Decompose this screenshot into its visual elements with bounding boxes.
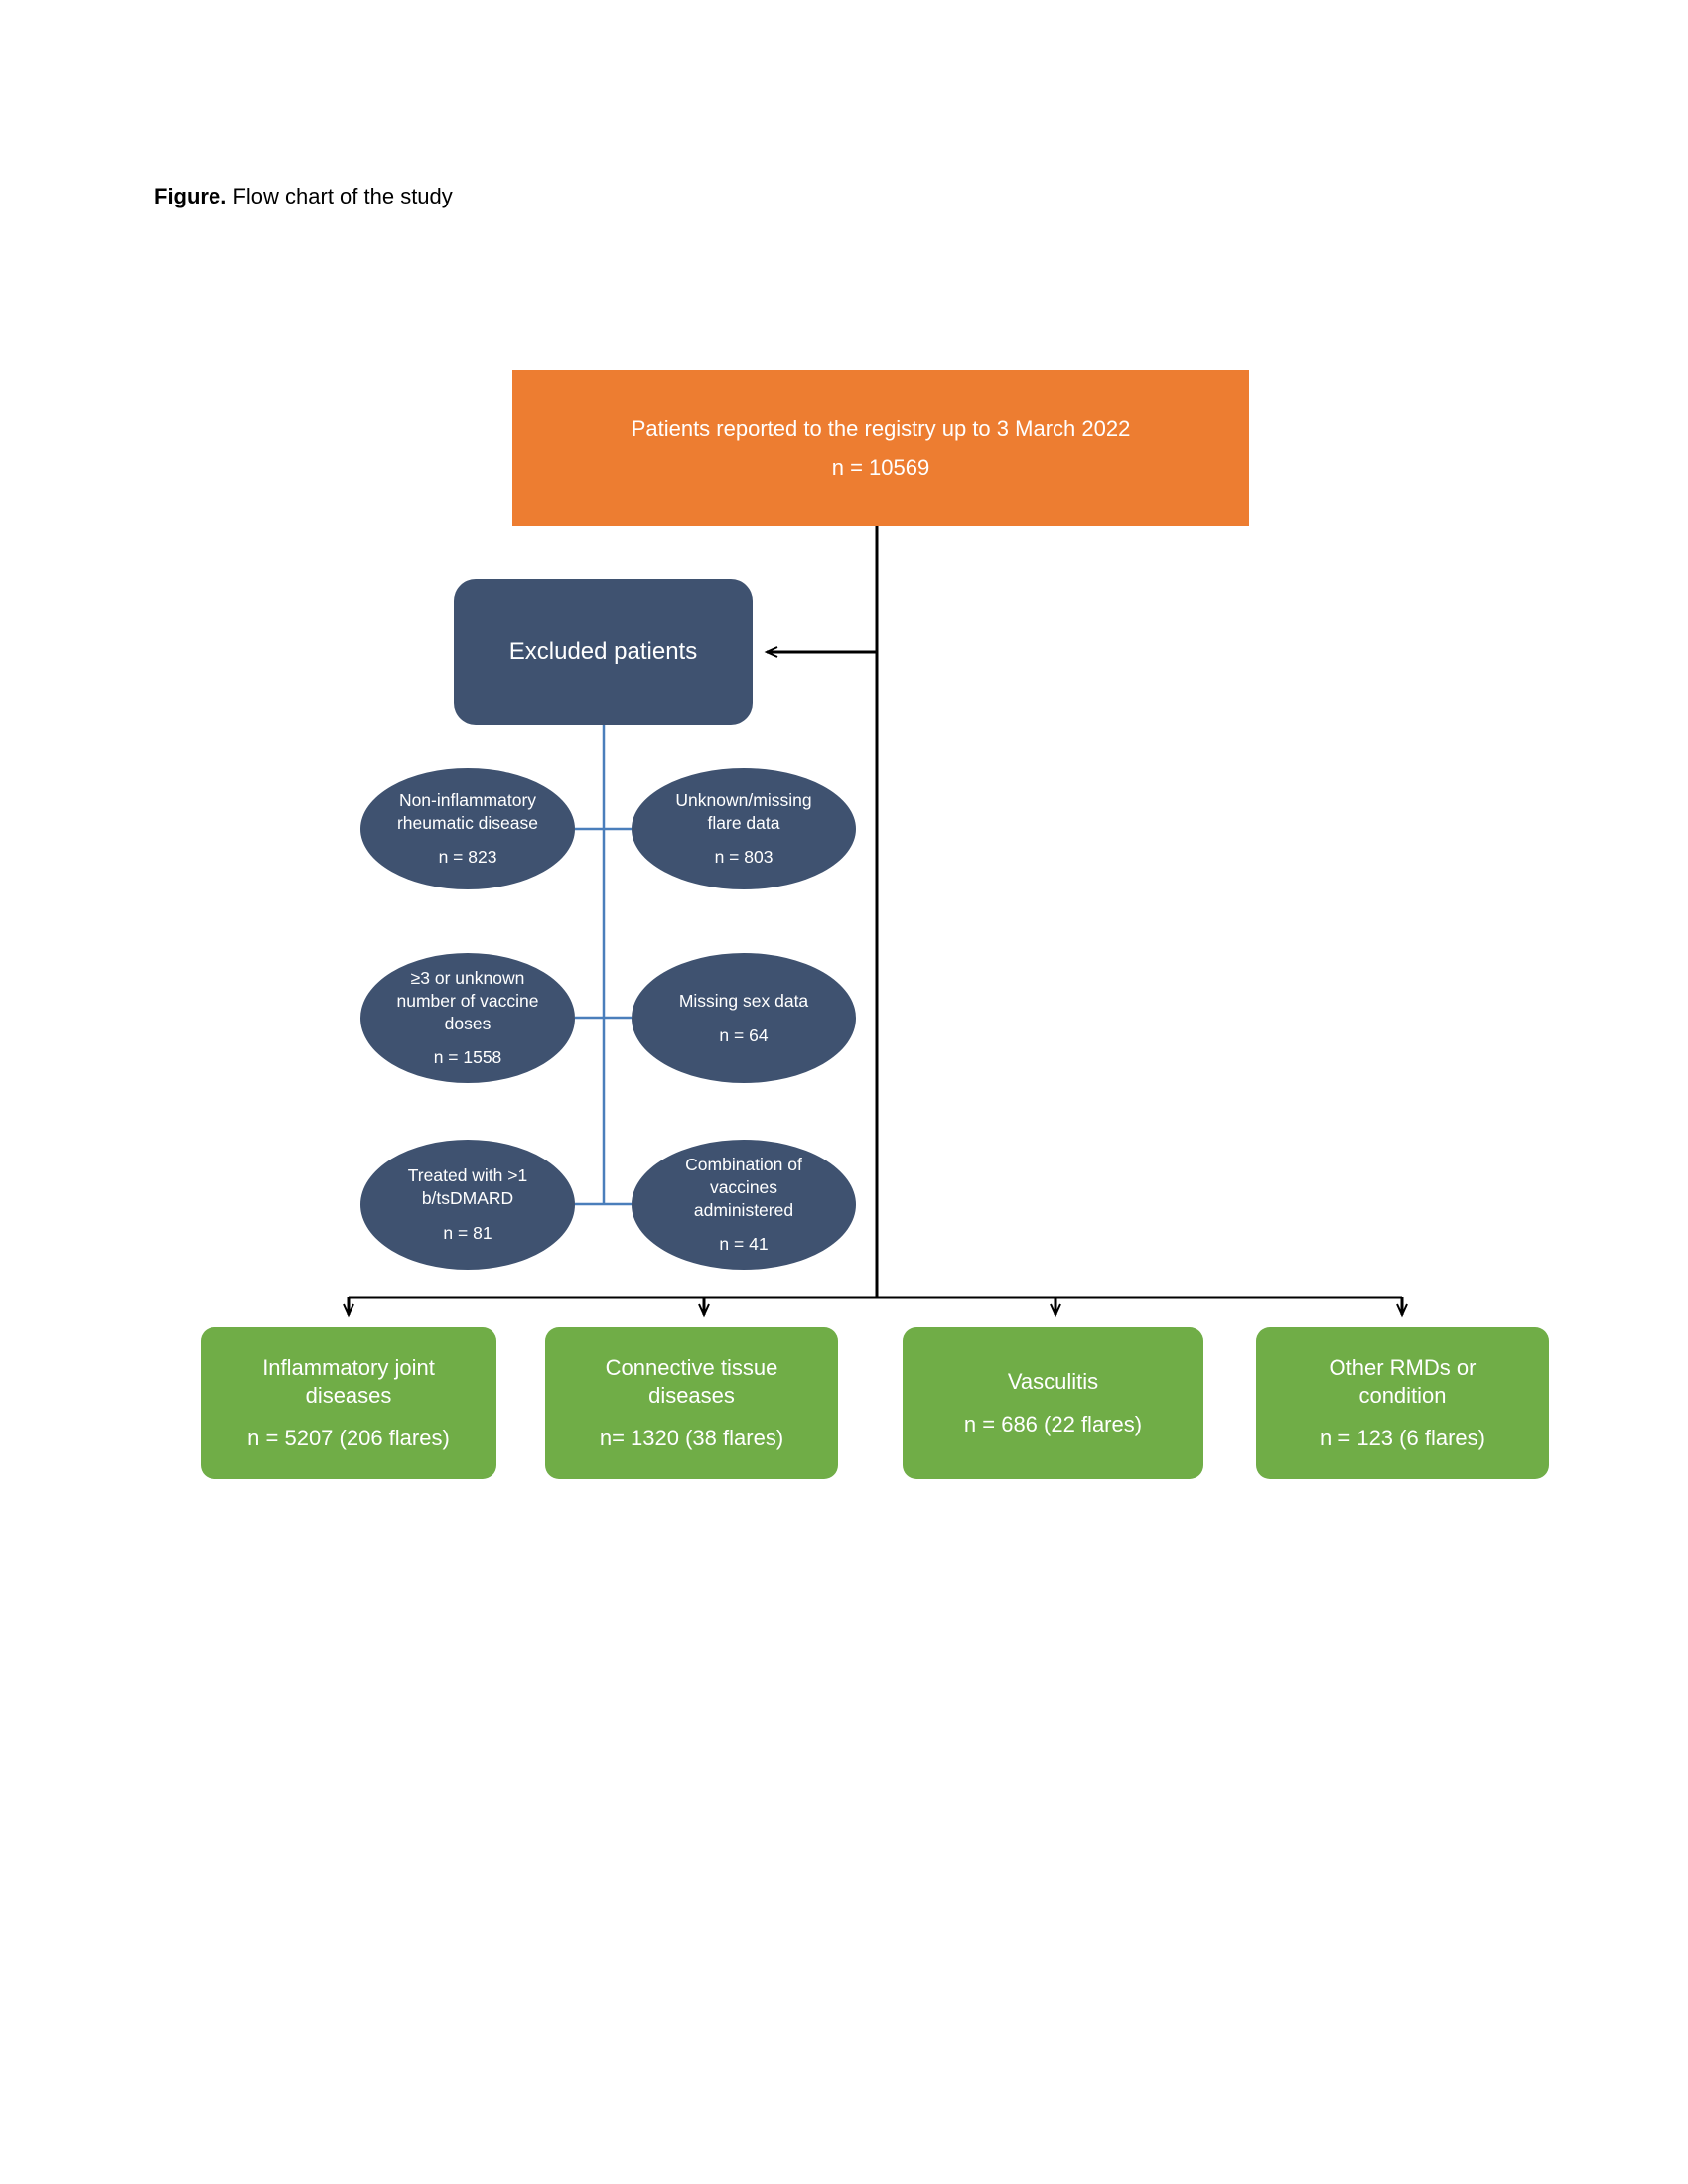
outcome-line-2: condition [1358,1383,1447,1409]
exclusion-line-2: vaccines [709,1176,778,1197]
outcome-count: n = 5207 (206 flares) [247,1425,450,1450]
node-outcome-other-rmds [1256,1327,1549,1479]
exclusion-line-3: doses [444,1013,492,1033]
outcome-line-2: diseases [305,1383,392,1409]
exclusion-count: n = 803 [714,847,774,868]
exclusion-count: n = 81 [443,1222,492,1243]
node-total-patients [512,370,1249,526]
exclusion-line-2: number of vaccine [396,990,539,1011]
node-outcome-vasculitis [903,1327,1203,1479]
node-exclusion-missing-sex [632,953,856,1083]
outcome-line-1: Inflammatory joint [262,1354,435,1380]
outcome-count: n= 1320 (38 flares) [599,1425,784,1450]
outcome-count: n = 686 (22 flares) [963,1411,1143,1436]
exclusion-count: n = 41 [719,1234,769,1255]
node-exclusion-vaccine-combination [632,1140,856,1270]
node-exclusion-non-inflammatory [360,768,575,889]
node-outcome-inflammatory-joint [201,1327,496,1479]
outcome-line-1: Other RMDs or [1329,1354,1477,1380]
node-outcome-connective-tissue [545,1327,838,1479]
node-excluded-patients [454,579,753,725]
exclusion-line-2: rheumatic disease [396,812,539,833]
node-exclusion-multiple-dmard [360,1140,575,1270]
outcome-line-1: Vasculitis [1007,1368,1099,1394]
node-total-patients-title: Patients reported to the registry up to 3 March 2022 [631,415,1131,441]
node-exclusion-unknown-flare [632,768,856,889]
node-total-patients-count: n = 10569 [831,454,930,479]
outcome-count: n = 123 (6 flares) [1320,1425,1485,1450]
exclusion-line-1: Missing sex data [678,990,809,1011]
exclusion-line-2: flare data [707,812,780,833]
exclusion-line-1: Non-inflammatory [398,789,537,810]
exclusion-count: n = 823 [438,847,497,868]
exclusion-count: n = 64 [719,1024,769,1045]
node-excluded-patients-label: Excluded patients [508,637,698,665]
exclusion-count: n = 1558 [433,1047,502,1068]
exclusion-line-3: administered [693,1199,794,1220]
exclusion-line-1: Unknown/missing [675,789,812,810]
exclusion-line-2: b/tsDMARD [421,1188,514,1209]
figure-caption-text: Flow chart of the study [226,184,453,208]
outcome-line-2: diseases [648,1383,735,1409]
node-exclusion-vaccine-doses [360,953,575,1083]
figure-caption-label: Figure. [154,184,227,208]
exclusion-line-1: Combination of [685,1155,802,1174]
outcome-line-1: Connective tissue [605,1354,778,1380]
exclusion-line-1: Treated with >1 [407,1165,528,1186]
exclusion-line-1: ≥3 or unknown [410,968,525,988]
